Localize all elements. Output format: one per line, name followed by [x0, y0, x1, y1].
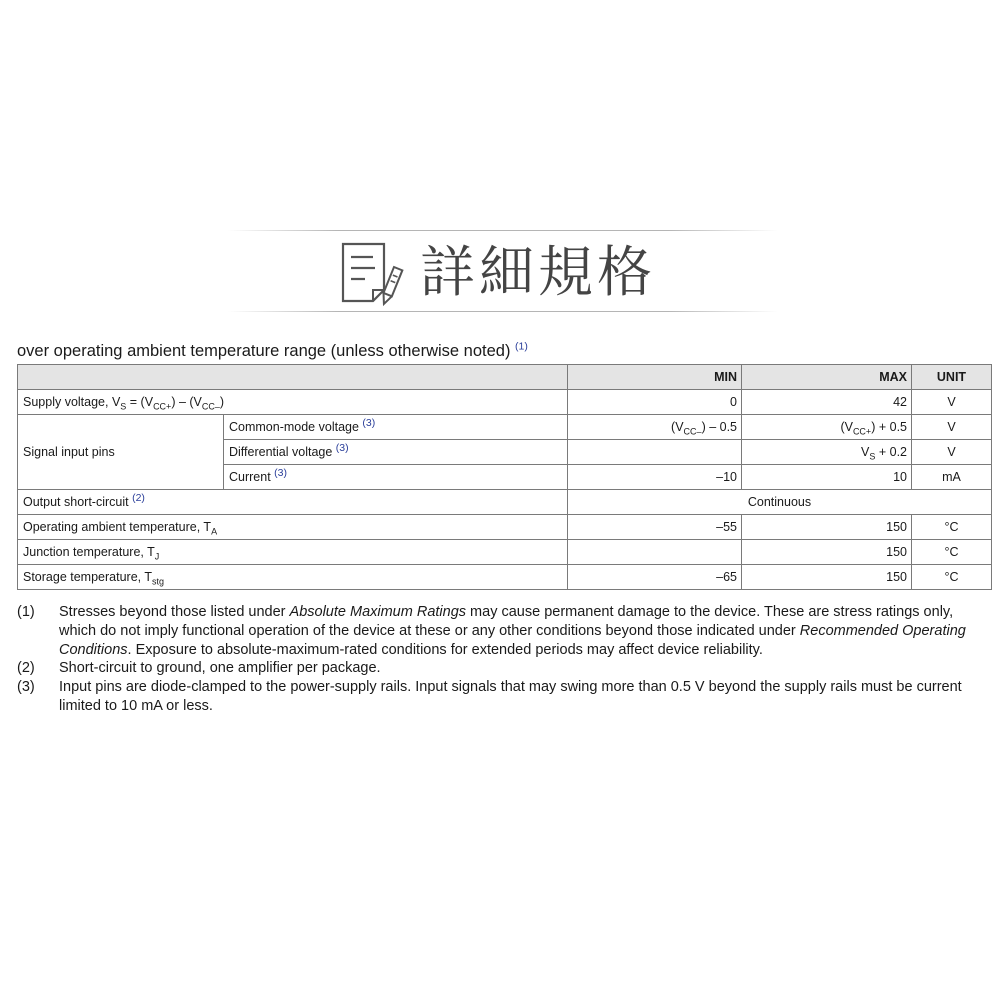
footnote-text: Stresses beyond those listed under Absolute Maximum Ratings may cause permanent damage to the device. These are stress ratings only, which do not imply functional operation of the device at these or any other conditions beyond those indicated under Recommended Operating Conditions. Exposure to absolute-maximum-rated conditions for extended periods may affect device reliability.: [59, 604, 966, 658]
banner: [228, 229, 778, 315]
footnote-2: [17, 659, 987, 678]
footnote-ref[interactable]: (3): [274, 466, 288, 479]
footnote-number: (2): [17, 660, 35, 677]
cell-unit: V: [912, 390, 992, 415]
footnote-text: Short-circuit to ground, one amplifier per package.: [59, 660, 381, 677]
group-label-signal-input-pins: Signal input pins: [18, 415, 224, 490]
table-row: [18, 490, 992, 515]
cell-max: $V_S + 0.2$: [742, 440, 912, 465]
footnote-number: (1): [17, 604, 35, 620]
table-header-row: [18, 365, 992, 390]
cell-unit: °C: [912, 565, 992, 590]
intro-footnote-ref[interactable]: (1): [515, 340, 528, 353]
row-label-operating-temperature: Operating ambient temperature, $T_A$: [18, 515, 568, 540]
cell-unit: mA: [912, 465, 992, 490]
footnotes: [17, 603, 987, 716]
footnote-number: (3): [17, 679, 35, 696]
cell-max: 150: [742, 515, 912, 540]
table-intro: [17, 342, 528, 361]
cell-unit: V: [912, 440, 992, 465]
document-pen-icon: [340, 241, 422, 307]
cell-unit: °C: [912, 515, 992, 540]
footnote-ref[interactable]: (2): [132, 491, 145, 504]
cell-min: $(V_{CC-}) - 0.5$: [568, 415, 742, 440]
row-label-junction-temperature: Junction temperature, $T_J$: [18, 540, 568, 565]
header-parameter: [18, 365, 568, 390]
cell-short-circuit-value: Continuous: [568, 490, 992, 515]
table-row: [18, 565, 992, 590]
absolute-maximum-ratings-table: [17, 364, 992, 590]
header-min: MIN: [568, 365, 742, 390]
intro-text: over operating ambient temperature range (unless otherwise noted): [17, 342, 511, 360]
banner-top-divider: [228, 230, 778, 231]
header-unit: UNIT: [912, 365, 992, 390]
row-label-storage-temperature: Storage temperature, $T_{stg}$: [18, 565, 568, 590]
cell-min: [568, 540, 742, 565]
cell-max: 42: [742, 390, 912, 415]
cell-min: [568, 440, 742, 465]
cell-max: 150: [742, 565, 912, 590]
table-row: [18, 415, 992, 440]
footnote-ref[interactable]: (3): [335, 441, 349, 454]
table-row: [18, 390, 992, 415]
header-max: MAX: [742, 365, 912, 390]
cell-unit: °C: [912, 540, 992, 565]
cell-min: –65: [568, 565, 742, 590]
table-row: [18, 540, 992, 565]
cell-min: 0: [568, 390, 742, 415]
row-label-output-short-circuit: Output short-circuit $^{(2)}$: [18, 490, 568, 515]
cell-min: –55: [568, 515, 742, 540]
footnote-text: Input pins are diode-clamped to the power-supply rails. Input signals that may swing more than 0.5 V beyond the supply rails must be current limited to 10 mA or less.: [59, 679, 962, 714]
table-row: [18, 515, 992, 540]
cell-max: 150: [742, 540, 912, 565]
banner-bottom-divider: [228, 311, 778, 312]
footnote-3: [17, 678, 987, 716]
cell-max: 10: [742, 465, 912, 490]
cell-min: –10: [568, 465, 742, 490]
row-label-differential-voltage: Differential voltage $^{(3)}$: [224, 440, 568, 465]
cell-max: $(V_{CC+}) + 0.5$: [742, 415, 912, 440]
row-label-current: Current $^{(3)}$: [224, 465, 568, 490]
banner-title: 詳細規格: [420, 240, 657, 304]
footnote-ref[interactable]: (3): [362, 416, 376, 429]
row-label-supply-voltage: Supply voltage, $V_S = (V_{CC+}) - (V_{CC-})$: [18, 390, 568, 415]
footnote-1: [17, 603, 987, 659]
row-label-common-mode-voltage: Common-mode voltage $^{(3)}$: [224, 415, 568, 440]
cell-unit: V: [912, 415, 992, 440]
